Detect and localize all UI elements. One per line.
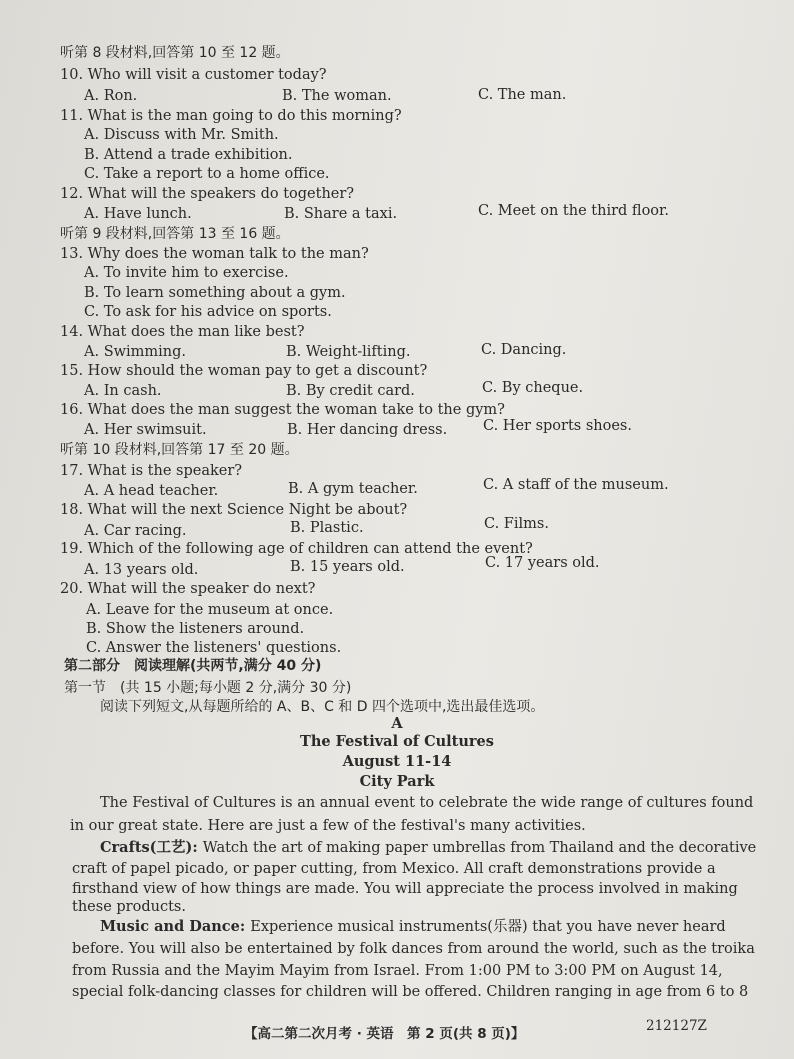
q17-option-a: A. A head teacher. [84, 483, 219, 499]
q14-option-c: C. Dancing. [481, 342, 567, 358]
q13-option-a: A. To invite him to exercise. [84, 265, 289, 281]
q12-option-a: A. Have lunch. [84, 206, 192, 222]
q19-option-b: B. 15 years old. [290, 559, 405, 575]
q15-option-b: B. By credit card. [286, 383, 415, 399]
q13-option-b: B. To learn something about a gym. [84, 285, 346, 301]
passage-line: special folk-dancing classes for children will be offered. Children ranging in age from 6 to 8 [72, 984, 749, 1000]
passage-location: City Park [359, 773, 435, 790]
q11-option-b: B. Attend a trade exhibition. [84, 147, 293, 163]
q17-option-c: C. A staff of the museum. [483, 477, 669, 493]
passage-line: firsthand view of how things are made. You will appreciate the process involved in making [72, 881, 738, 897]
q19-option-c: C. 17 years old. [485, 555, 600, 571]
q14-option-b: B. Weight-lifting. [286, 344, 411, 360]
q10-option-a: A. Ron. [84, 88, 138, 104]
question-19: 19. Which of the following age of children can attend the event? [60, 541, 533, 557]
q13-option-c: C. To ask for his advice on sports. [84, 304, 332, 320]
q18-option-a: A. Car racing. [84, 523, 187, 539]
q20-option-b: B. Show the listeners around. [86, 621, 305, 637]
part-two-heading: 第二部分 阅读理解(共两节,满分 40 分) [64, 658, 322, 674]
question-18: 18. What will the next Science Night be about? [60, 502, 408, 518]
q10-option-b: B. The woman. [282, 88, 392, 104]
passage-date: August 11-14 [342, 753, 452, 770]
question-10: 10. Who will visit a customer today? [60, 67, 327, 83]
question-17: 17. What is the speaker? [60, 463, 243, 479]
question-11: 11. What is the man going to do this morning? [60, 108, 402, 124]
q12-option-b: B. Share a taxi. [284, 206, 398, 222]
reading-instruction: 阅读下列短文,从每题所给的 A、B、C 和 D 四个选项中,选出最佳选项。 [100, 699, 545, 715]
section-one-heading: 第一节 (共 15 小题;每小题 2 分,满分 30 分) [64, 680, 352, 696]
passage-line: Watch the art of making paper umbrellas from Thailand and the decorative [202, 840, 757, 856]
question-14: 14. What does the man like best? [60, 324, 305, 340]
page-footer: 【高二第二次月考 · 英语 第 2 页(共 8 页)】 [244, 1026, 525, 1042]
question-12: 12. What will the speakers do together? [60, 186, 355, 202]
q11-option-c: C. Take a report to a home office. [84, 166, 330, 182]
q10-option-c: C. The man. [478, 87, 567, 103]
q20-option-a: A. Leave for the museum at once. [86, 602, 334, 618]
q20-option-c: C. Answer the listeners' questions. [86, 640, 342, 656]
passage-line: Experience musical instruments(乐器) that you have never heard [250, 919, 726, 935]
question-20: 20. What will the speaker do next? [60, 581, 316, 597]
passage-title: The Festival of Cultures [300, 733, 494, 750]
passage-letter: A [391, 715, 403, 732]
section-instruction-8: 听第 8 段材料,回答第 10 至 12 题。 [60, 45, 290, 61]
q15-option-a: A. In cash. [84, 383, 162, 399]
crafts-label: Crafts(工艺): [100, 839, 203, 856]
q16-option-a: A. Her swimsuit. [84, 422, 207, 438]
question-16: 16. What does the man suggest the woman take to the gym? [60, 402, 505, 418]
q18-option-b: B. Plastic. [290, 520, 364, 536]
q18-option-c: C. Films. [484, 516, 549, 532]
passage-line: in our great state. Here are just a few of the festival's many activities. [70, 818, 586, 834]
passage-line: these products. [72, 899, 186, 915]
q16-option-b: B. Her dancing dress. [287, 422, 448, 438]
q19-option-a: A. 13 years old. [84, 562, 199, 578]
section-instruction-10: 听第 10 段材料,回答第 17 至 20 题。 [60, 442, 299, 458]
question-13: 13. Why does the woman talk to the man? [60, 246, 369, 262]
passage-line-crafts [100, 841, 756, 856]
passage-line: before. You will also be entertained by folk dances from around the world, such as the troika [72, 941, 755, 957]
q17-option-b: B. A gym teacher. [288, 481, 418, 497]
passage-line: The Festival of Cultures is an annual event to celebrate the wide range of cultures found [100, 795, 754, 811]
q14-option-a: A. Swimming. [84, 344, 187, 360]
music-label: Music and Dance: [100, 918, 251, 935]
q12-option-c: C. Meet on the third floor. [478, 203, 669, 219]
exam-code: 212127Z [646, 1018, 707, 1034]
q11-option-a: A. Discuss with Mr. Smith. [84, 127, 279, 143]
passage-line-music [100, 920, 726, 935]
question-15: 15. How should the woman pay to get a discount? [60, 363, 428, 379]
q16-option-c: C. Her sports shoes. [483, 418, 632, 434]
passage-line: craft of papel picado, or paper cutting, from Mexico. All craft demonstrations provide a [72, 861, 716, 877]
passage-line: from Russia and the Mayim Mayim from Israel. From 1:00 PM to 3:00 PM on August 14, [72, 963, 723, 979]
q15-option-c: C. By cheque. [482, 380, 584, 396]
section-instruction-9: 听第 9 段材料,回答第 13 至 16 题。 [60, 226, 290, 242]
